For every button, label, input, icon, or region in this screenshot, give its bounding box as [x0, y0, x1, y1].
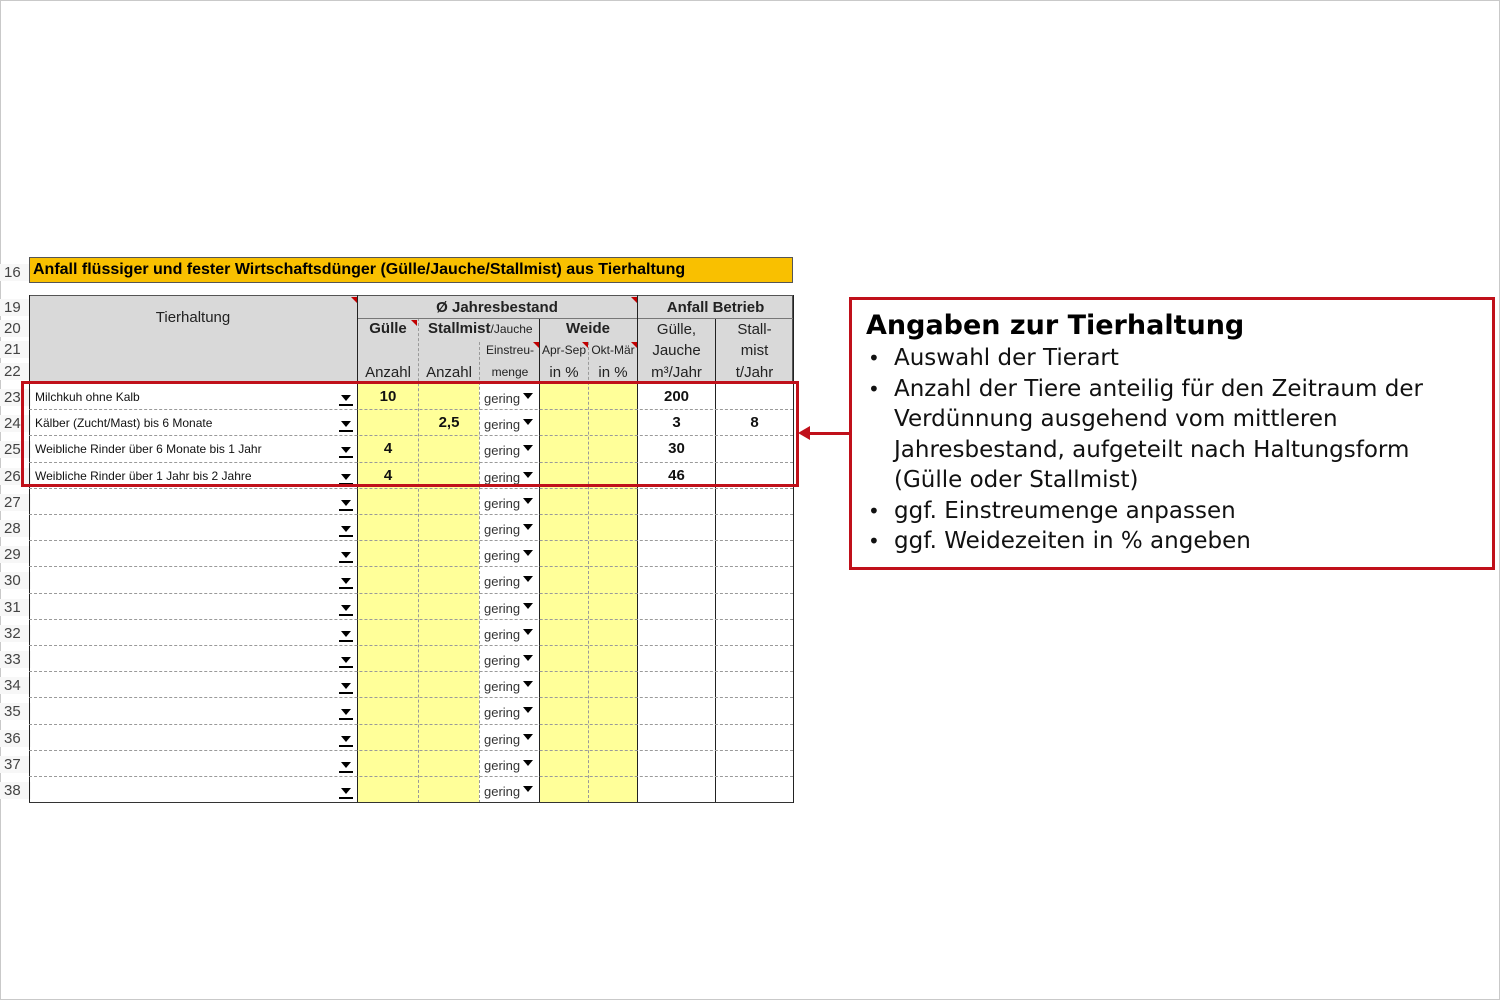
- dropdown-arrow-icon[interactable]: [339, 495, 353, 509]
- grid-line: [29, 802, 793, 803]
- callout-bullet: • Anzahl der Tiere anteilig für den Zeitraum der Verdünnung ausgehend vom mittleren Jahresbestand, aufgeteilt nach Haltungsform (Gülle oder Stallmist): [866, 374, 1478, 496]
- row-number: 31: [0, 599, 31, 616]
- row-number: 37: [0, 756, 31, 773]
- callout-bullet: • ggf. Einstreumenge anpassen: [866, 496, 1478, 527]
- grid-line: [29, 697, 793, 698]
- row-number: 32: [0, 625, 31, 642]
- header-stall: Stall-: [737, 321, 772, 338]
- dropdown-arrow-icon[interactable]: [339, 652, 353, 666]
- grid-line: [637, 295, 638, 803]
- dropdown-underline: [339, 587, 353, 589]
- anfall-guelle-cell: 30: [668, 440, 685, 458]
- header-tierhaltung: Tierhaltung: [155, 309, 231, 326]
- grid-border: [29, 295, 30, 803]
- row-number: 38: [0, 782, 31, 799]
- einstreu-select[interactable]: gering: [484, 469, 520, 485]
- einstreu-select[interactable]: gering: [484, 653, 520, 668]
- dropdown-arrow-icon[interactable]: [339, 678, 353, 692]
- header-guelle: Gülle: [369, 320, 407, 337]
- dropdown-underline: [339, 535, 353, 537]
- einstreu-dropdown-icon[interactable]: [520, 624, 536, 640]
- grid-line: [29, 645, 793, 646]
- grid-line: [29, 671, 793, 672]
- guelle-count-cell[interactable]: 4: [383, 440, 393, 458]
- row-number: 27: [0, 494, 31, 511]
- dropdown-underline: [339, 666, 353, 668]
- einstreu-select[interactable]: gering: [484, 757, 520, 773]
- guelle-count-cell[interactable]: 10: [379, 388, 397, 405]
- dropdown-arrow-icon[interactable]: [339, 757, 353, 771]
- grid-line: [357, 295, 358, 803]
- header-guelle-komma: Gülle,: [656, 321, 697, 338]
- einstreu-dropdown-icon[interactable]: [520, 650, 536, 666]
- animal-select[interactable]: Weibliche Rinder über 1 Jahr bis 2 Jahre: [35, 468, 252, 483]
- row-number: 24: [0, 415, 31, 432]
- dropdown-arrow-icon[interactable]: [339, 783, 353, 797]
- dropdown-arrow-icon[interactable]: [339, 547, 353, 561]
- einstreu-select[interactable]: gering: [484, 679, 520, 695]
- einstreu-dropdown-icon[interactable]: [520, 493, 536, 509]
- dropdown-underline: [339, 692, 353, 694]
- row-number: 35: [0, 703, 31, 720]
- row-number: 36: [0, 730, 31, 747]
- info-callout: [849, 297, 1495, 570]
- header-anfall-betrieb: Anfall Betrieb: [666, 299, 765, 316]
- dropdown-underline: [339, 797, 353, 799]
- einstreu-select[interactable]: gering: [484, 522, 520, 537]
- grid-line: [29, 776, 793, 777]
- grid-line: [29, 750, 793, 751]
- einstreu-select[interactable]: gering: [484, 600, 520, 616]
- header-jauche: Jauche: [652, 342, 701, 359]
- grid-line: [29, 724, 793, 725]
- callout-bullet: • Auswahl der Tierart: [866, 343, 1478, 374]
- row-number: 30: [0, 572, 31, 589]
- header-in-pct-1: in %: [549, 364, 579, 381]
- grid-line: [29, 540, 793, 541]
- comment-indicator: [411, 320, 417, 326]
- animal-select[interactable]: Weibliche Rinder über 6 Monate bis 1 Jahr: [35, 442, 262, 457]
- einstreu-dropdown-icon[interactable]: [520, 755, 536, 771]
- einstreu-select[interactable]: gering: [484, 574, 520, 590]
- row-number: 28: [0, 520, 31, 537]
- grid-line: [29, 514, 793, 515]
- einstreu-dropdown-icon[interactable]: [520, 571, 536, 587]
- einstreu-select[interactable]: gering: [484, 626, 520, 642]
- section-title-bar: Anfall flüssiger und fester Wirtschaftsdünger (Gülle/Jauche/Stallmist) aus Tierhaltung: [29, 257, 793, 283]
- row-number: 16: [0, 264, 31, 281]
- einstreu-dropdown-icon[interactable]: [520, 781, 536, 797]
- header-apr-sep: Apr-Sep: [541, 343, 587, 357]
- header-in-pct-2: in %: [598, 364, 628, 381]
- einstreu-dropdown-icon[interactable]: [520, 545, 536, 561]
- anfall-mist-cell: 8: [750, 414, 759, 432]
- header-einstreu: Einstreu-: [485, 343, 535, 357]
- einstreu-dropdown-icon[interactable]: [520, 702, 536, 718]
- dropdown-underline: [339, 718, 353, 720]
- row-number: 23: [0, 389, 31, 406]
- grid-line: [29, 619, 793, 620]
- einstreu-select[interactable]: gering: [484, 417, 520, 433]
- einstreu-select[interactable]: gering: [484, 495, 520, 511]
- dropdown-underline: [339, 614, 353, 616]
- einstreu-select[interactable]: gering: [484, 443, 520, 459]
- grid-line: [29, 593, 793, 594]
- row-number: 20: [0, 320, 31, 337]
- dropdown-arrow-icon[interactable]: [339, 626, 353, 640]
- animal-select[interactable]: Kälber (Zucht/Mast) bis 6 Monate: [35, 416, 213, 431]
- stallmist-count-cell[interactable]: 2,5: [438, 414, 460, 432]
- dropdown-arrow-icon[interactable]: [339, 600, 353, 614]
- header-okt-maer: Okt-Mär: [591, 343, 635, 357]
- row-number: 19: [0, 299, 31, 316]
- grid-border: [793, 295, 794, 803]
- anfall-guelle-cell: 200: [663, 388, 690, 405]
- einstreu-dropdown-icon[interactable]: [520, 598, 536, 614]
- einstreu-dropdown-icon[interactable]: [520, 729, 536, 745]
- header-stallmist-label: Stallmist: [428, 320, 491, 337]
- dropdown-underline: [339, 509, 353, 511]
- header-anzahl-2: Anzahl: [426, 364, 472, 381]
- header-mist: mist: [740, 342, 769, 359]
- header-jauche-label: /Jauche: [490, 322, 533, 336]
- dropdown-arrow-icon[interactable]: [339, 704, 353, 718]
- header-jahresbestand: Ø Jahresbestand: [436, 299, 558, 316]
- row-number: 25: [0, 441, 31, 458]
- dropdown-arrow-icon[interactable]: [339, 573, 353, 587]
- row-number: 29: [0, 546, 31, 563]
- grid-line: [358, 318, 637, 319]
- row-number: 33: [0, 651, 31, 668]
- animal-select[interactable]: Milchkuh ohne Kalb: [35, 390, 140, 404]
- header-weide: Weide: [566, 320, 610, 337]
- anfall-guelle-cell: 3: [672, 414, 681, 432]
- einstreu-select[interactable]: gering: [484, 731, 520, 747]
- dropdown-underline: [339, 561, 353, 563]
- einstreu-dropdown-icon[interactable]: [520, 519, 536, 535]
- callout-title: Angaben zur Tierhaltung: [866, 310, 1245, 341]
- row-number: 21: [0, 341, 31, 358]
- grid-line: [29, 566, 793, 567]
- header-menge: menge: [491, 365, 529, 379]
- highlight-box: [21, 381, 799, 487]
- dropdown-arrow-icon[interactable]: [339, 521, 353, 535]
- row-number: 22: [0, 363, 31, 380]
- pointer-arrow-line: [805, 432, 851, 435]
- guelle-count-cell[interactable]: 4: [383, 466, 393, 484]
- header-anzahl-1: Anzahl: [365, 364, 411, 381]
- dropdown-arrow-icon[interactable]: [339, 731, 353, 745]
- row-number: 26: [0, 468, 31, 485]
- dropdown-underline: [339, 771, 353, 773]
- arrow-left-icon: [798, 426, 810, 440]
- header-t-jahr: t/Jahr: [735, 364, 774, 381]
- header-m3-jahr: m³/Jahr: [651, 364, 702, 381]
- einstreu-select[interactable]: gering: [484, 548, 520, 564]
- einstreu-select[interactable]: gering: [484, 784, 520, 799]
- header-stallmist: [420, 320, 546, 337]
- dropdown-underline: [339, 745, 353, 747]
- einstreu-dropdown-icon[interactable]: [520, 676, 536, 692]
- dropdown-underline: [339, 640, 353, 642]
- callout-list: [866, 343, 1478, 557]
- einstreu-select[interactable]: gering: [484, 391, 520, 406]
- grid-line: [638, 318, 793, 319]
- row-number: 34: [0, 677, 31, 694]
- anfall-guelle-cell: 46: [668, 466, 685, 484]
- grid-line: [29, 488, 793, 489]
- callout-bullet: • ggf. Weidezeiten in % angeben: [866, 526, 1478, 557]
- einstreu-select[interactable]: gering: [484, 705, 520, 721]
